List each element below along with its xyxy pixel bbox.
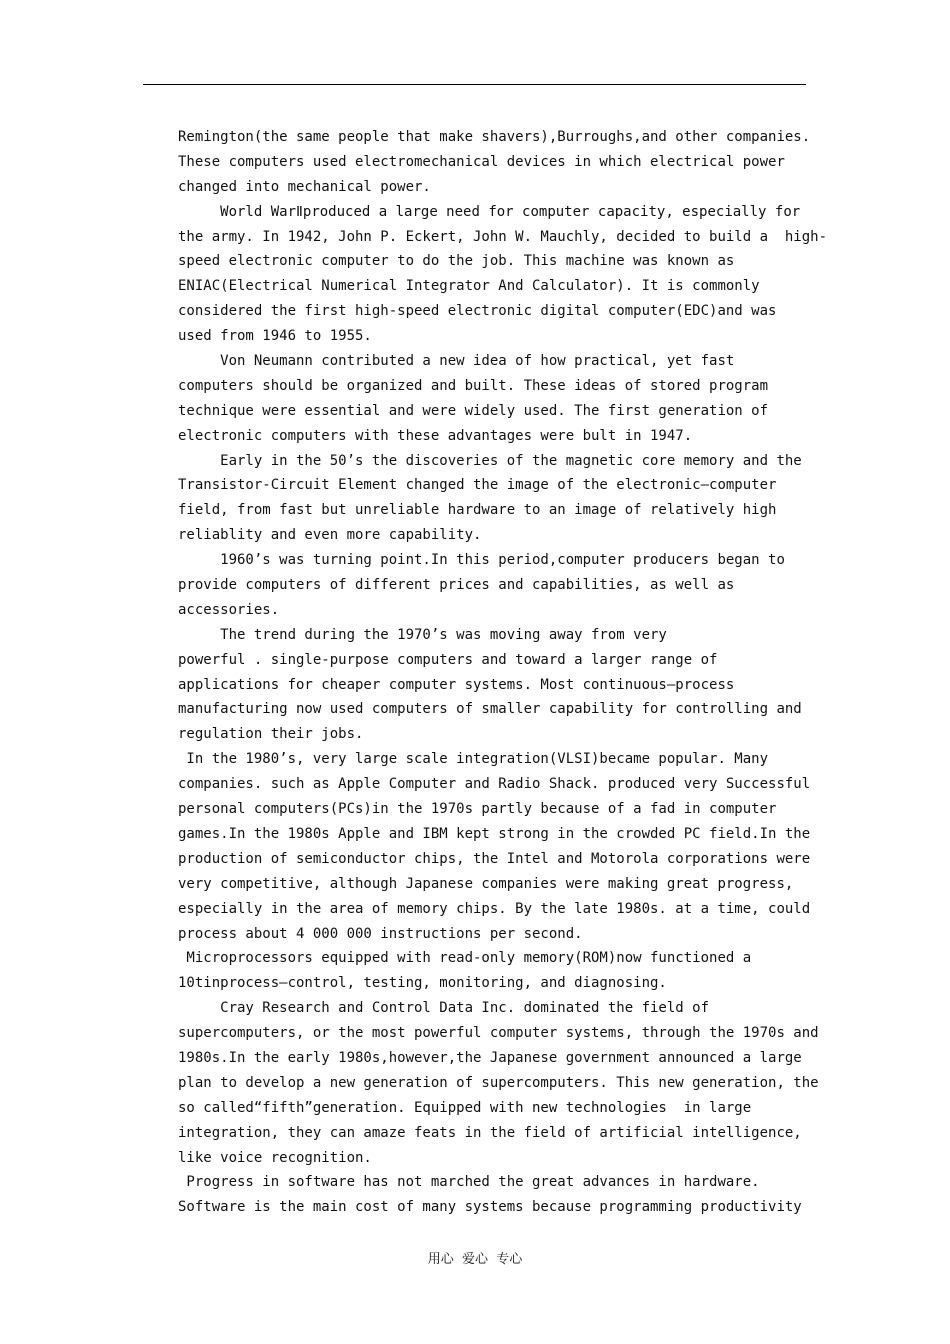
text-line: Cray Research and Control Data Inc. dominated the field of xyxy=(178,1000,710,1017)
text-line: powerful . single-purpose computers and toward a larger range of xyxy=(178,651,718,668)
text-line: World WarⅡproduced a large need for computer capacity, especially for xyxy=(178,203,801,220)
text-line: Transistor-Circuit Element changed the image of the electronic—computer xyxy=(178,477,777,494)
text-line: Software is the main cost of many systems because programming productivity xyxy=(178,1199,802,1216)
text-line: supercomputers, or the most powerful computer systems, through the 1970s and xyxy=(178,1025,819,1042)
text-line: speed electronic computer to do the job. This machine was known as xyxy=(178,253,735,270)
text-line: like voice recognition. xyxy=(178,1149,372,1166)
text-line: personal computers(PCs)in the 1970s partly because of a fad in computer xyxy=(178,801,777,818)
text-line: applications for cheaper computer systems. Most continuous—process xyxy=(178,676,735,693)
text-line: 1960’s was turning point.In this period,computer producers began to xyxy=(178,552,785,569)
text-line: provide computers of different prices and capabilities, as well as xyxy=(178,577,735,594)
text-line: plan to develop a new generation of supercomputers. This new generation, the xyxy=(178,1074,819,1091)
text-line: reliablity and even more capability. xyxy=(178,527,482,544)
text-line: These computers used electromechanical devices in which electrical power xyxy=(178,153,785,170)
text-line: integration, they can amaze feats in the field of artificial intelligence, xyxy=(178,1124,802,1141)
text-line: production of semiconductor chips, the Intel and Motorola corporations were xyxy=(178,850,811,867)
text-line: accessories. xyxy=(178,601,280,618)
text-line: Microprocessors equipped with read-only memory(ROM)now functioned a xyxy=(178,950,752,967)
text-line: computers should be organized and built. These ideas of stored program xyxy=(178,377,769,394)
text-line: 1980s.In the early 1980s,however,the Japanese government announced a large xyxy=(178,1049,802,1066)
text-line: Progress in software has not marched the great advances in hardware. xyxy=(178,1174,760,1191)
text-line: Remington(the same people that make shavers),Burroughs,and other companies. xyxy=(178,129,811,145)
text-line: Von Neumann contributed a new idea of how practical, yet fast xyxy=(178,353,735,370)
text-line: 10tinprocess—control, testing, monitoring, and diagnosing. xyxy=(178,975,667,992)
text-line: companies. such as Apple Computer and Radio Shack. produced very Successful xyxy=(178,776,811,793)
text-line: technique were essential and were widely used. The first generation of xyxy=(178,402,769,419)
text-line: considered the first high-speed electronic digital computer(EDC)and was xyxy=(178,303,777,320)
footer-text: 用心 爱心 专心 xyxy=(427,1252,523,1267)
text-line: games.In the 1980s Apple and IBM kept strong in the crowded PC field.In the xyxy=(178,825,811,842)
text-line: manufacturing now used computers of smaller capability for controlling and xyxy=(178,701,802,718)
body-text xyxy=(178,125,828,1220)
text-line: process about 4 000 000 instructions per second. xyxy=(178,925,583,942)
text-line: the army. In 1942, John P. Eckert, John W. Mauchly, decided to build a high- xyxy=(178,228,828,245)
text-line: Early in the 50’s the discoveries of the magnetic core memory and the xyxy=(178,452,802,469)
text-line: very competitive, although Japanese companies were making great progress, xyxy=(178,875,794,892)
text-line: The trend during the 1970’s was moving away from very xyxy=(178,626,667,643)
header-rule xyxy=(143,84,806,85)
text-line: used from 1946 to 1955. xyxy=(178,328,372,345)
text-line: ENIAC(Electrical Numerical Integrator And Calculator). It is commonly xyxy=(178,278,760,295)
text-line: field, from fast but unreliable hardware to an image of relatively high xyxy=(178,502,777,519)
text-line: changed into mechanical power. xyxy=(178,178,431,195)
text-line: In the 1980’s, very large scale integration(VLSI)became popular. Many xyxy=(178,751,769,768)
text-line: regulation their jobs. xyxy=(178,726,364,743)
text-line: electronic computers with these advantages were bult in 1947. xyxy=(178,427,693,444)
text-line: so called“fifth”generation. Equipped with new technologies in large xyxy=(178,1099,752,1116)
text-line: especially in the area of memory chips. By the late 1980s. at a time, could xyxy=(178,900,811,917)
